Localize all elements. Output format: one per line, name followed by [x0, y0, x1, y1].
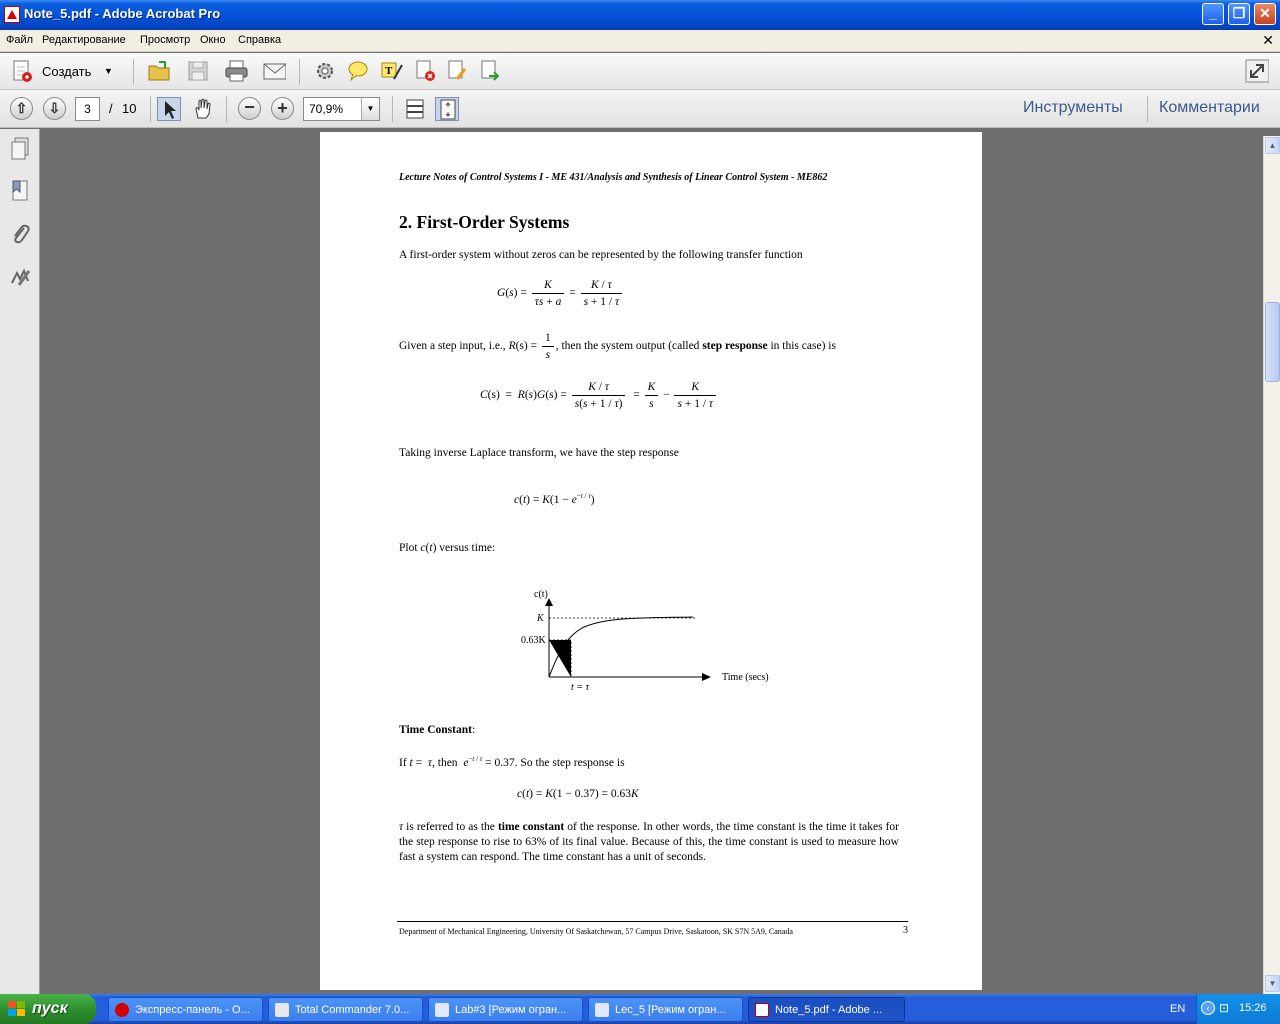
paragraph-transfer-function: A first-order system without zeros can be represented by the following transfer function: [399, 249, 803, 261]
step-response-term: step response: [702, 340, 768, 353]
chevron-down-icon[interactable]: ▼: [361, 98, 379, 120]
pdf-page: [320, 132, 982, 990]
task-lec5[interactable]: [588, 997, 743, 1022]
close-document-icon[interactable]: ✕: [1262, 32, 1274, 48]
word-document-icon: [435, 1003, 449, 1017]
start-label: пуск: [32, 1000, 68, 1017]
tools-panel-link[interactable]: Инструменты: [1023, 99, 1123, 116]
document-view[interactable]: [41, 129, 1263, 995]
page-thumbnails-icon[interactable]: [9, 137, 31, 161]
paragraph-plot: Plot c(t) versus time:: [399, 542, 496, 554]
select-cursor-icon[interactable]: [157, 97, 181, 121]
start-button[interactable]: [0, 994, 96, 1024]
windows-logo-icon: [8, 1001, 26, 1017]
equation-063k: c(t) = K(1 − 0.37) = 0.63K: [517, 788, 639, 800]
tc-def-a: is referred to as the: [406, 821, 495, 833]
gear-icon[interactable]: [313, 59, 337, 83]
plot-y-label: c(t): [534, 589, 548, 600]
title-bar: [0, 0, 1280, 30]
opera-icon: [115, 1003, 129, 1017]
zoom-out-button[interactable]: −: [238, 97, 261, 120]
language-indicator[interactable]: EN: [1170, 1003, 1186, 1015]
section-title: 2. First-Order Systems: [399, 212, 570, 232]
menu-view[interactable]: Просмотр: [140, 34, 191, 46]
plot-x-label: Time (secs): [722, 672, 769, 683]
export-document-icon[interactable]: [478, 59, 502, 83]
open-folder-icon[interactable]: [147, 59, 171, 83]
tc-prefix: If: [399, 756, 407, 769]
total-commander-icon: [275, 1003, 289, 1017]
toolbar-divider: [226, 96, 227, 122]
menu-file[interactable]: Файл: [6, 34, 34, 46]
scroll-down-button[interactable]: ▼: [1265, 975, 1280, 992]
equation-transfer-function: G(s) = $\frac{K}{\tau s + a}$ = $\frac{K / \tau}{s + 1 / \tau}$: [497, 278, 624, 309]
next-page-button[interactable]: ⇩: [43, 97, 66, 120]
task-label: Lab#3 [Режим огран...: [455, 1004, 567, 1016]
step-response-plot: [510, 582, 780, 702]
task-total-commander[interactable]: [268, 997, 423, 1022]
plot-tau-label: t = τ: [571, 682, 590, 693]
time-constant-term: time constant: [497, 821, 565, 833]
create-button[interactable]: [10, 59, 118, 85]
maximize-button[interactable]: ❐: [1228, 3, 1250, 25]
bookmarks-icon[interactable]: [9, 179, 31, 203]
signatures-icon[interactable]: [9, 265, 31, 289]
vertical-scrollbar[interactable]: [1263, 136, 1280, 994]
step-input-end: in this case) is: [770, 340, 836, 353]
paragraph-time-constant-definition: τ is referred to as the time constant of the response. In other words, the time constant is the time it takes for the step response to rise to 63% of its final value. Because of this, the time constant is used to measure how fast a system can respond. The time constant has a unit of seconds.: [399, 821, 899, 863]
task-lab3[interactable]: [428, 997, 583, 1022]
page-header: Lecture Notes of Control Systems I - ME 431/Analysis and Synthesis of Linear Control System - ME862: [399, 172, 828, 183]
hand-tool-icon[interactable]: [191, 97, 215, 121]
plot-63-label: 0.63K: [521, 635, 546, 646]
equation-step-response: $c(t) = K(1 - e^{-t / \tau})$: [514, 492, 595, 506]
save-icon[interactable]: [186, 59, 210, 83]
create-label: Создать: [42, 64, 92, 79]
network-icon[interactable]: ⊡: [1219, 1001, 1230, 1015]
scroll-up-button[interactable]: ▲: [1265, 137, 1280, 154]
task-acrobat[interactable]: [748, 997, 905, 1022]
clock[interactable]: 15:26: [1239, 1002, 1267, 1014]
page-footer: Department of Mechanical Engineering, University Of Saskatchewan, 57 Campus Drive, Saskatoon, SK S7N 5A9, Canada: [399, 927, 793, 936]
paragraph-time-constant: If t = τ, then $e^{-t / \tau} = 0.37$. So the step response is: [399, 755, 625, 769]
tc-suffix: . So the step response is: [514, 756, 625, 769]
print-icon[interactable]: [224, 59, 248, 83]
word-document-icon: [595, 1003, 609, 1017]
menu-help[interactable]: Справка: [238, 34, 282, 46]
time-constant-heading: Time Constant:: [399, 724, 476, 736]
page-number: 3: [903, 925, 908, 936]
fit-page-icon[interactable]: [435, 97, 459, 121]
step-input-suffix: , then the system output (called: [555, 340, 700, 353]
toolbar-divider: [150, 96, 151, 122]
plot-prefix: Plot: [399, 542, 418, 554]
fit-width-icon[interactable]: [403, 97, 427, 121]
comments-panel-link[interactable]: Комментарии: [1159, 99, 1260, 116]
close-button[interactable]: ✕: [1254, 3, 1276, 25]
paragraph-step-input: Given a step input, i.e., R(s) = $\frac{1}{s}$ , then the system output (called step response in this case) is: [399, 332, 836, 361]
plot-suffix: versus time:: [439, 542, 496, 554]
total-pages: 10: [122, 101, 137, 116]
step-input-prefix: Given a step input, i.e.,: [399, 340, 506, 353]
footer-divider: [397, 921, 908, 922]
toolbar-divider: [133, 59, 134, 85]
taskbar: [0, 994, 1280, 1024]
window-title: Note_5.pdf - Adobe Acrobat Pro: [24, 6, 221, 21]
page-number-input[interactable]: 3: [75, 97, 100, 121]
scroll-thumb[interactable]: [1265, 302, 1280, 382]
menu-bar: [0, 30, 1280, 52]
zoom-select[interactable]: [303, 97, 380, 121]
highlight-text-icon[interactable]: [380, 59, 404, 83]
task-label: Note_5.pdf - Adobe ...: [775, 1004, 883, 1016]
zoom-value: 70,9%: [309, 102, 344, 116]
navigation-toolbar: [0, 90, 1280, 128]
previous-page-button[interactable]: ⇧: [10, 97, 33, 120]
svg-text:T: T: [385, 65, 393, 77]
show-hidden-icons-icon[interactable]: ‹: [1201, 1001, 1215, 1015]
toolbar-divider: [392, 96, 393, 122]
equation-output: C(s) = R(s)G(s) = $\frac{K / \tau}{s(s + 1 / \tau)}$ = $\frac{K}{s}$ − $\frac{K}{s + 1 / \tau}$: [480, 380, 718, 411]
plot-k-label: K: [537, 613, 544, 624]
zoom-in-button[interactable]: +: [271, 97, 294, 120]
expand-icon[interactable]: [1245, 59, 1269, 83]
sign-document-icon[interactable]: [445, 59, 469, 83]
task-opera[interactable]: [108, 997, 263, 1022]
tc-def-b: of the response. In other words, the time constant is the time it takes for the step response to rise to 63% of its final value. Because of this, the time constant is used to measure how fast a system can respond. The time constant has a unit of seconds.: [399, 821, 899, 863]
comment-icon[interactable]: [346, 59, 370, 83]
acrobat-icon: [4, 6, 20, 23]
navigation-pane: [0, 129, 40, 995]
system-tray: [1196, 994, 1280, 1024]
page-separator: /: [109, 101, 113, 116]
create-pdf-icon: [10, 59, 34, 83]
main-toolbar: [0, 53, 1280, 90]
email-icon[interactable]: [262, 59, 286, 83]
acrobat-icon: [755, 1003, 769, 1017]
delete-page-icon[interactable]: [413, 59, 437, 83]
task-label: Lec_5 [Режим огран...: [615, 1004, 726, 1016]
chevron-down-icon: ▼: [104, 66, 113, 76]
attachments-icon[interactable]: [9, 222, 31, 246]
paragraph-inverse-laplace: Taking inverse Laplace transform, we have the step response: [399, 447, 679, 459]
time-constant-heading-text: Time Constant: [399, 724, 472, 736]
task-label: Экспресс-панель - О...: [135, 1004, 250, 1016]
task-label: Total Commander 7.0...: [295, 1004, 410, 1016]
toolbar-divider: [299, 59, 300, 85]
toolbar-divider: [1147, 96, 1148, 122]
menu-window[interactable]: Окно: [200, 34, 226, 46]
minimize-button[interactable]: _: [1202, 3, 1224, 25]
menu-edit[interactable]: Редактирование: [42, 34, 126, 46]
